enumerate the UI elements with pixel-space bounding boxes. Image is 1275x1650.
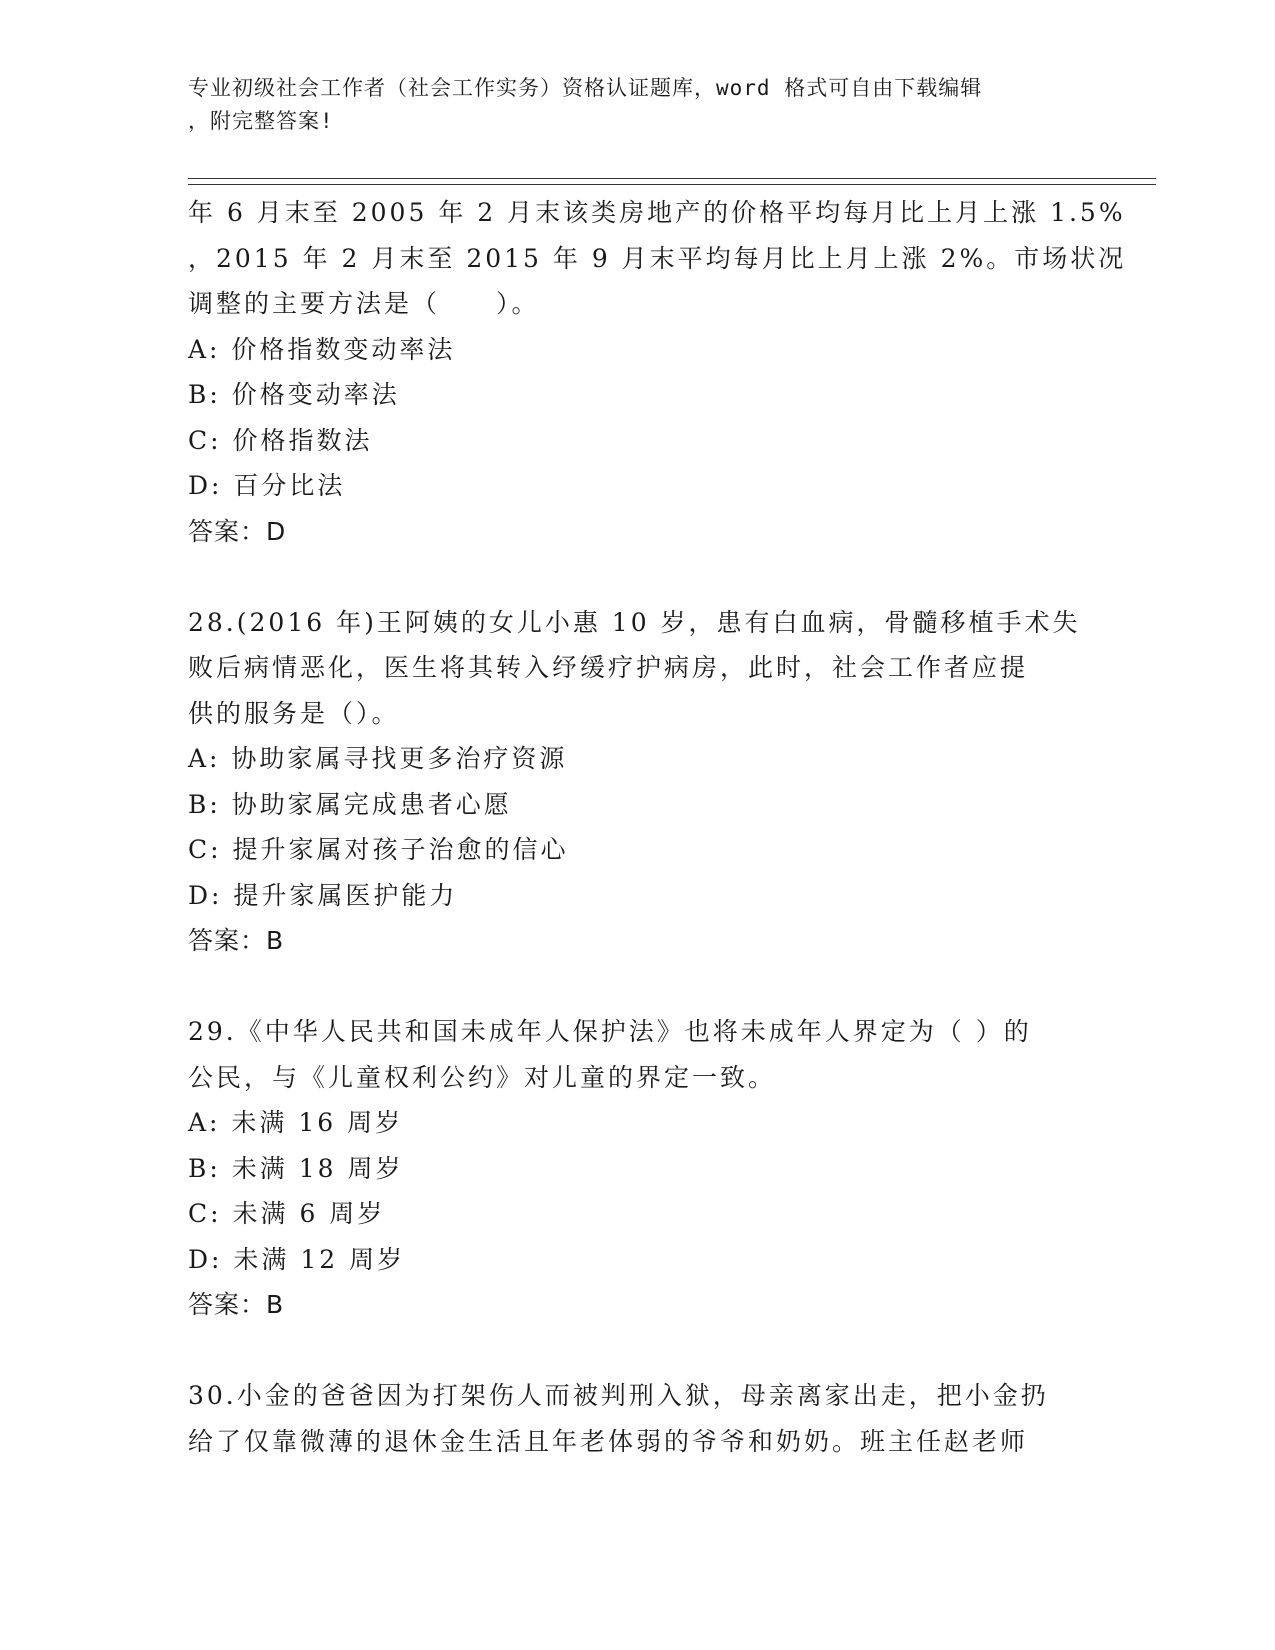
spacer — [188, 1328, 1088, 1374]
question-text-line: 28.(2016 年)王阿姨的女儿小惠 10 岁，患有白血病，骨髓移植手术失 — [188, 607, 1081, 637]
question-text-line: 公民，与《儿童权利公约》对儿童的界定一致。 — [188, 1062, 777, 1092]
option-c: C: 未满 6 周岁 — [188, 1199, 386, 1228]
question-text-line: 29.《中华人民共和国未成年人保护法》也将未成年人界定为（ ）的 — [188, 1017, 1032, 1046]
header-title-line-2: ，附完整答案! — [188, 109, 334, 133]
question-text-line: 供的服务是（）。 — [188, 698, 400, 728]
question-text-line: ，2015 年 2 月末至 2015 年 9 月末平均每月比上月上涨 2%。市场状况 — [188, 243, 1127, 273]
option-d: D: 未满 12 周岁 — [188, 1244, 406, 1274]
header-divider — [188, 178, 1156, 185]
spacer — [188, 964, 1088, 1010]
question-text-line: 败后病情恶化，医生将其转入纾缓疗护病房，此时，社会工作者应提 — [188, 653, 1029, 682]
option-c: C: 价格指数法 — [188, 425, 373, 455]
option-a: A: 价格指数变动率法 — [188, 334, 456, 364]
question-text-line: 30.小金的爸爸因为打架伤人而被判刑入狱，母亲离家出走，把小金扔 — [188, 1381, 1049, 1410]
option-c: C: 提升家属对孩子治愈的信心 — [188, 835, 569, 864]
answer: 答案：D — [188, 516, 287, 546]
spacer — [188, 554, 1088, 600]
question-28 — [188, 600, 1088, 964]
question-27 — [188, 190, 1127, 554]
document-header — [188, 72, 1068, 138]
option-a: A: 未满 16 周岁 — [188, 1108, 404, 1137]
question-text-line: 给了仅靠微薄的退休金生活且年老体弱的爷爷和奶奶。班主任赵老师 — [188, 1426, 1029, 1456]
question-30 — [188, 1373, 1088, 1464]
option-d: D: 提升家属医护能力 — [188, 880, 458, 910]
option-a: A: 协助家属寻找更多治疗资源 — [188, 744, 568, 773]
question-text-line: 年 6 月末至 2005 年 2 月末该类房地产的价格平均每月比上月上涨 1.5% — [188, 198, 1126, 227]
option-d: D: 百分比法 — [188, 471, 346, 500]
header-title-line-1: 专业初级社会工作者（社会工作实务）资格认证题库，word 格式可自由下载编辑 — [188, 76, 983, 100]
question-content — [188, 190, 1127, 1464]
answer: 答案：B — [188, 926, 285, 955]
answer: 答案：B — [188, 1290, 285, 1319]
question-text-line: 调整的主要方法是（ ）。 — [188, 289, 540, 318]
option-b: B: 未满 18 周岁 — [188, 1153, 404, 1183]
option-b: B: 价格变动率法 — [188, 380, 400, 409]
option-b: B: 协助家属完成患者心愿 — [188, 789, 512, 819]
question-29 — [188, 1009, 1088, 1328]
